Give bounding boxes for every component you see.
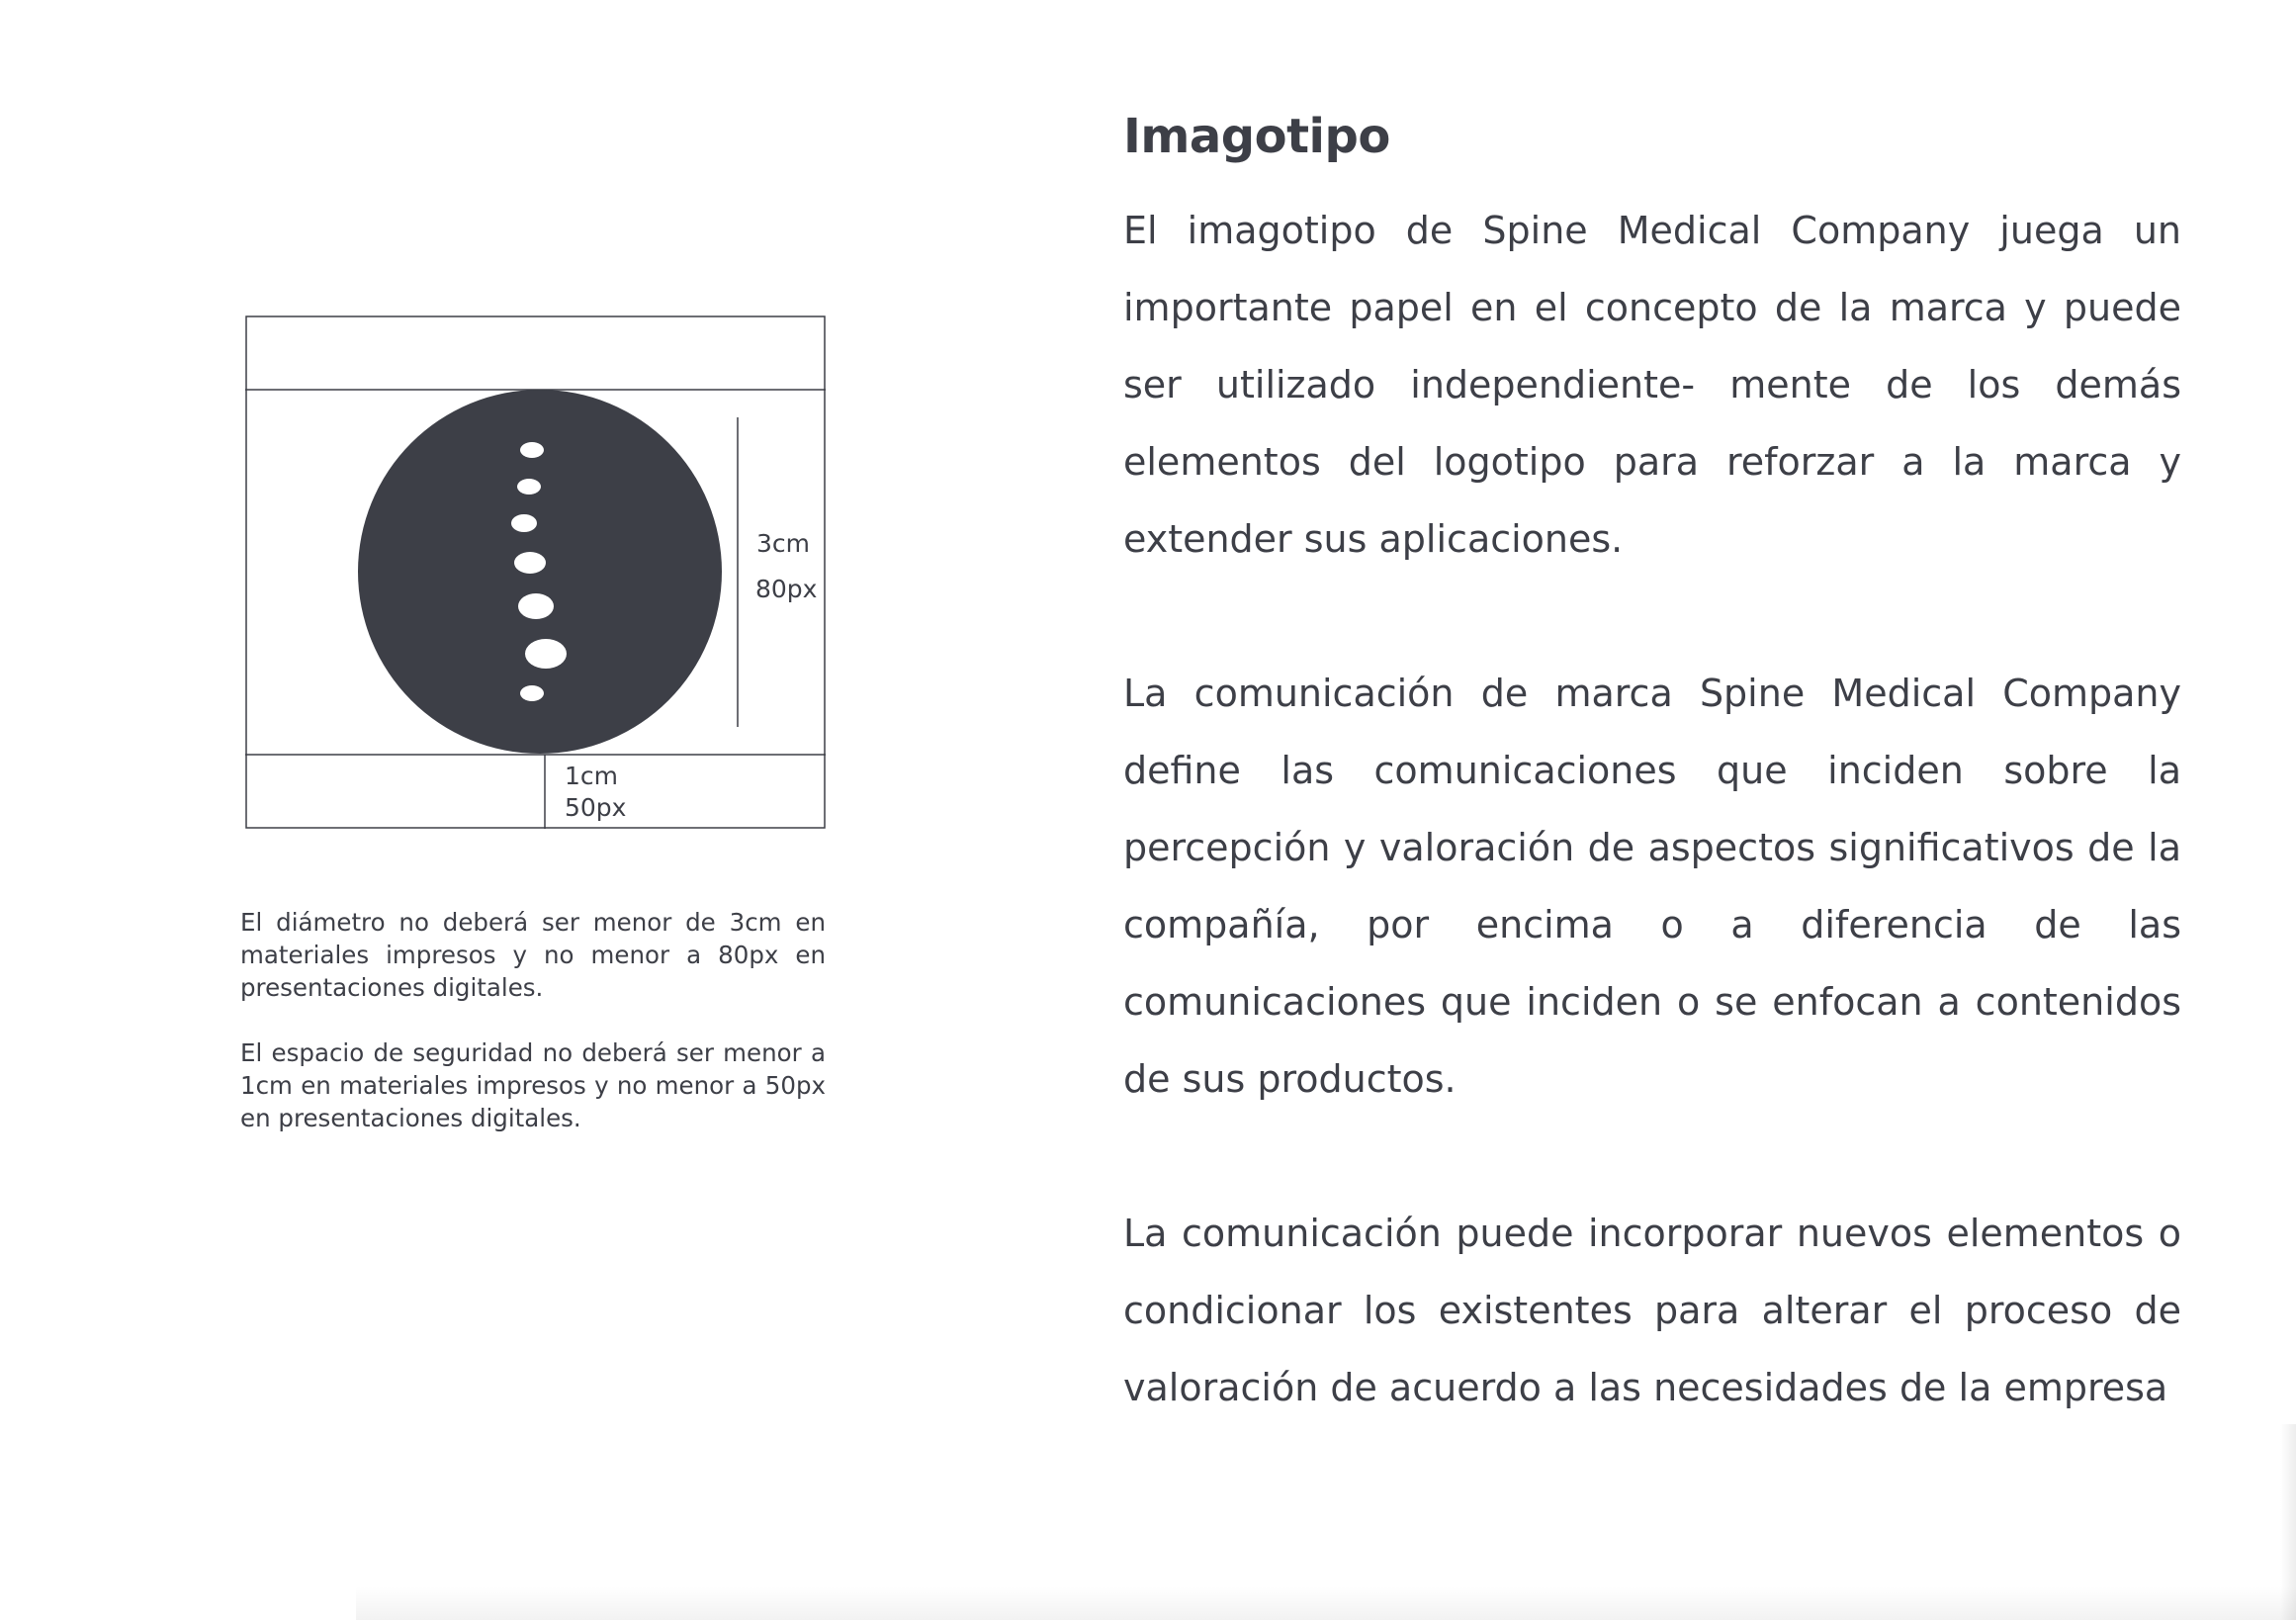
paragraph-brand-communication: La comunicación de marca Spine Medical Company define las comunicaciones que inciden sobre la percepción y valoración de aspectos significativos de la compañía, por encima o a diferencia de las comunicaciones que inciden o se enfocan a contenidos de sus productos. (1123, 672, 2181, 1101)
vertebra-2 (517, 479, 541, 495)
spine-logo-icon (358, 390, 722, 754)
paragraph-imagotipo: El imagotipo de Spine Medical Company juega un importante papel en el concepto de la marca y puede ser utilizado independiente- mente de los demás elementos del logotipo para reforzar a la marca y extender sus aplicaciones. (1123, 209, 2181, 561)
paragraph-new-elements: La comunicación puede incorporar nuevos elementos o condicionar los existentes para alterar el proceso de valoración de acuerdo a las necesidades de la empresa (1123, 1212, 2181, 1409)
vertebra-7 (520, 685, 544, 701)
diameter-note: El diámetro no deberá ser menor de 3cm en materiales impresos y no menor a 80px en presentaciones digitales. (240, 908, 826, 1002)
page-shadow-right (2280, 1424, 2296, 1620)
diameter-cm-label: 3cm (756, 529, 811, 558)
safety-space-note: El espacio de seguridad no deberá ser menor a 1cm en materiales impresos y no menor a 50px en presentaciones digitales. (240, 1038, 826, 1132)
section-heading: Imagotipo (1123, 109, 1390, 164)
vertebra-1 (520, 442, 544, 458)
imagotipo-section (1123, 103, 2181, 1426)
vertebra-5 (518, 593, 554, 619)
vertebra-3 (511, 514, 537, 532)
usage-notes (240, 906, 826, 1167)
diameter-px-label: 80px (755, 575, 818, 603)
margin-cm-label: 1cm (565, 762, 619, 790)
page-shadow-bottom (356, 1586, 2296, 1620)
section-body (1123, 192, 2181, 1426)
vertebra-6 (525, 639, 567, 669)
margin-px-label: 50px (565, 793, 627, 822)
vertebra-4 (514, 552, 546, 574)
logo-spec-diagram (245, 315, 826, 829)
logo-spec-drawing (245, 315, 826, 829)
